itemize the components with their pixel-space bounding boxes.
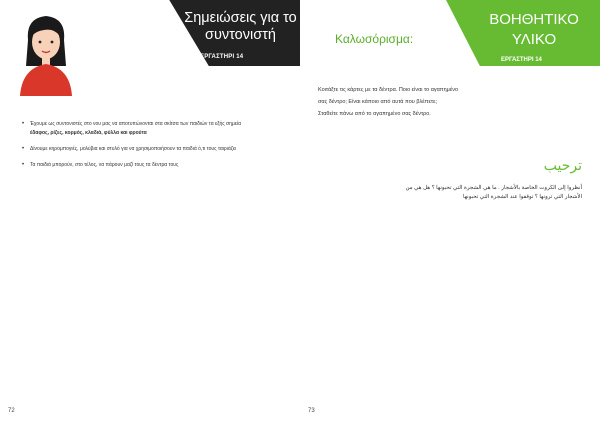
- greek-instructions: [318, 84, 588, 120]
- page-number-right: 73: [308, 408, 315, 414]
- list-item-text: Δίνουμε κηρομπογιές, μολύβια και στυλό για να χρησιμοποιήσουν τα παιδιά ό,τι τους ταιριάζει: [30, 146, 237, 152]
- list-item: [22, 120, 292, 138]
- list-item: [22, 145, 292, 154]
- arabic-instructions: [322, 184, 582, 202]
- material-header-subtitle: ΕΡΓΑΣΤΗΡΙ 14: [501, 57, 542, 63]
- list-item-subtext: έδαφος, ρίζες, κορμός, κλαδιά, φύλλα και φρούτα: [30, 130, 147, 136]
- greek-line: σας δέντρο; Είναι κάποιο από αυτά που βλέπετε;: [318, 99, 438, 105]
- list-item: [22, 161, 292, 170]
- arabic-line: الأشجار التي ترونها ؟ توقفوا عند الشجرة التي تحبونها: [462, 194, 582, 200]
- greeting-heading: Καλωσόρισμα:: [335, 32, 414, 46]
- page-number-left: 72: [8, 408, 15, 414]
- coordinator-avatar-icon: [14, 10, 78, 96]
- greek-line: Κοιτάξτε τις κάρτες με τα δέντρα. Ποιο είναι το αγαπημένο: [318, 87, 459, 93]
- material-header-title: ΒΟΗΘΗΤΙΚΟ ΥΛΙΚΟ: [489, 11, 579, 48]
- notes-header-subtitle: ΕΡΓΑΣΤΗΡΙ 14: [200, 54, 244, 60]
- arabic-line: أنظروا إلى الكروت الخاصة بالأشجار . ما هي الشجرة التي تحبونها ؟ هل هي من: [405, 185, 582, 191]
- list-item-text: Τα παιδιά μπορούν, στο τέλος, να πάρουν μαζί τους τα δέντρα τους: [30, 162, 179, 168]
- notes-header-title: Σημειώσεις για το συντονιστή: [184, 10, 297, 43]
- greek-line: Σταθείτε πάνω από το αγαπημένο σας δέντρο.: [318, 111, 431, 117]
- arabic-heading: ترحيب: [543, 157, 582, 173]
- notes-bullet-list: [22, 120, 292, 177]
- list-item-text: Έχουμε ως συντονιστές στο νου μας να αποτυπώνονται στα σκίτσα των παιδιών τα εξής σημεία: [30, 121, 242, 127]
